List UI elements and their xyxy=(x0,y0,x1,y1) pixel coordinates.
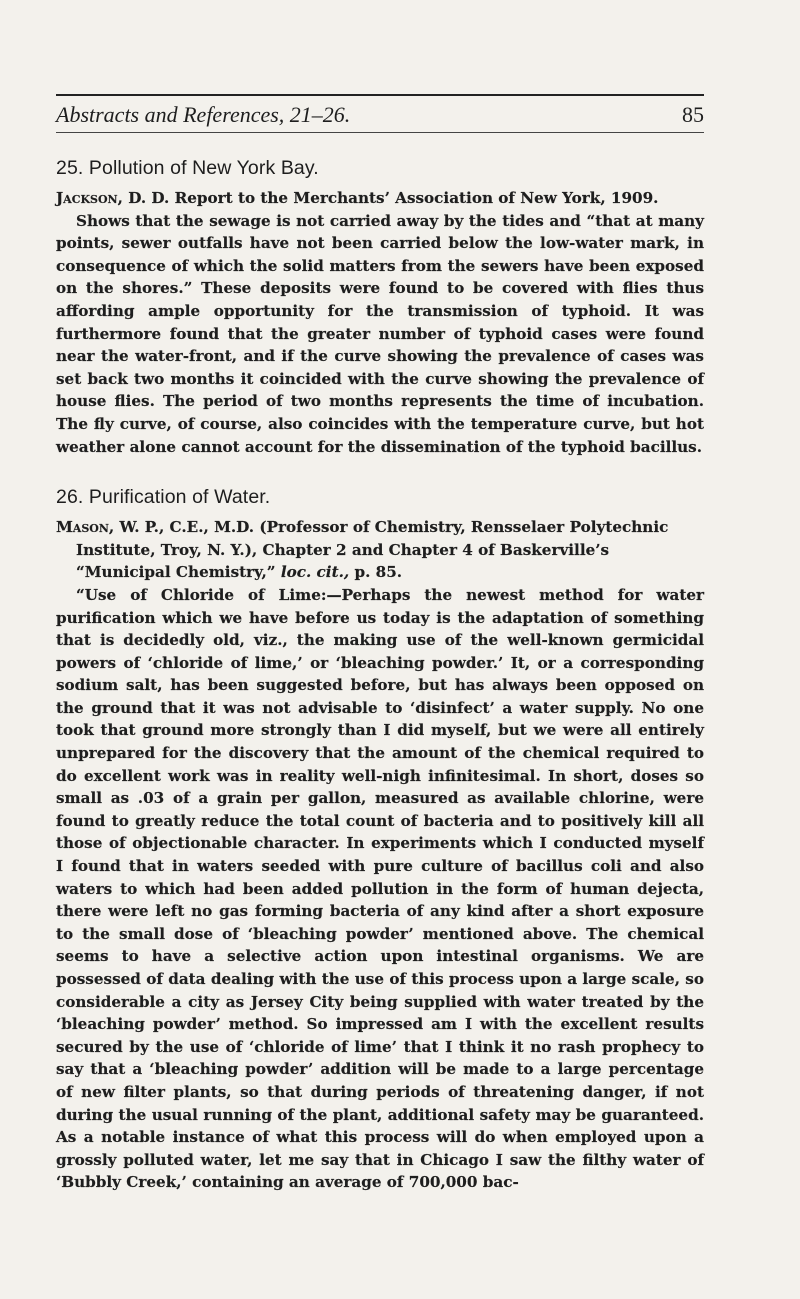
section-26 xyxy=(56,486,704,1194)
page-number: 85 xyxy=(682,102,704,127)
section-26-author: Mason, W. P., xyxy=(56,518,165,537)
section-26-reference xyxy=(56,516,704,584)
running-title: Abstracts and References, 21–26. xyxy=(56,102,351,127)
section-26-loc-cit: loc. cit., xyxy=(280,563,350,582)
section-25 xyxy=(56,157,704,458)
section-26-body: “Use of Chloride of Lime:—Perhaps the newest method for water purification which we have before us today is the adaptation of something that is decidedly old, viz., the making use of the well-known germicidal powers of ‘chloride of lime,’ or ‘bleaching powder.’ It, or a corresponding sodium salt, has been suggested before, but has always been opposed on the ground that it was not advisable to ‘disinfect’ a water supply. No one took that ground more strongly than I did myself, but we were all entirely unprepared for the discovery that the amount of the chemical required to do excellent work was in reality well-nigh infinitesimal. In short, doses so small as .03 of a grain per gallon, measured as available chlorine, were found to greatly reduce the total count of bacteria and to positively kill all those of objectionable character. In experiments which I conducted myself I found that in waters seeded with pure culture of bacillus coli and also waters to which had been added pollution in the form of human dejecta, there were left no gas forming bacteria of any kind after a short exposure to the small dose of ‘bleaching powder’ mentioned above. The chemical seems to have a selective action upon intestinal organisms. We are possessed of data dealing with the use of this process upon a large scale, so considerable a city as Jersey City being supplied with water treated by the ‘bleaching powder’ method. So impressed am I with the excellent results secured by the use of ‘chloride of lime’ that I think it no rash prophecy to say that a ‘bleaching powder’ addition will be made to a large percentage of new filter plants, so that during periods of threatening danger, if not during the usual running of the plant, additional safety may be guaranteed. As a notable instance of what this process will do when employed upon a grossly polluted water, let me say that in Chicago I saw the filthy water of ‘Bubbly Creek,’ containing an average of 700,000 bac- xyxy=(56,585,704,1192)
section-25-citation: Report to the Merchants’ Association of New York, 1909. xyxy=(169,189,659,207)
running-header xyxy=(56,96,704,133)
section-26-title: 26. Purification of Water. xyxy=(56,486,271,509)
section-26-page-ref: p. 85. xyxy=(349,563,403,582)
section-25-author: Jackson, D. D. xyxy=(56,189,170,207)
section-25-reference xyxy=(56,187,704,210)
page xyxy=(56,94,704,1194)
section-25-title: 25. Pollution of New York Bay. xyxy=(56,157,319,179)
section-25-body: Shows that the sewage is not carried away by the tides and “that at many points, sewer outfalls have not been carried below the low-water mark, in consequence of which the solid matters from the sewers have been exposed on the shores.” These deposits were found to be covered with flies thus affording ample opportunity for the transmission of typhoid. It was furthermore found that the greater number of typhoid cases were found near the water-front, and if the curve showing the prevalence of cases was set back two months it coincided with the curve showing the prevalence of house flies. The period of two months represents the time of incubation. The fly curve, of course, also coincides with the temperature curve, but hot weather alone cannot account for the dissemination of the typhoid bacillus. xyxy=(56,211,704,456)
section-26-citation: C.E., M.D. (Professor of Chemistry, Rensselaer Polytechnic Institute, Troy, N. Y.), Chapter 2 and Chapter 4 of Baskerville’s “Municipal Chemistry,” xyxy=(76,518,669,582)
